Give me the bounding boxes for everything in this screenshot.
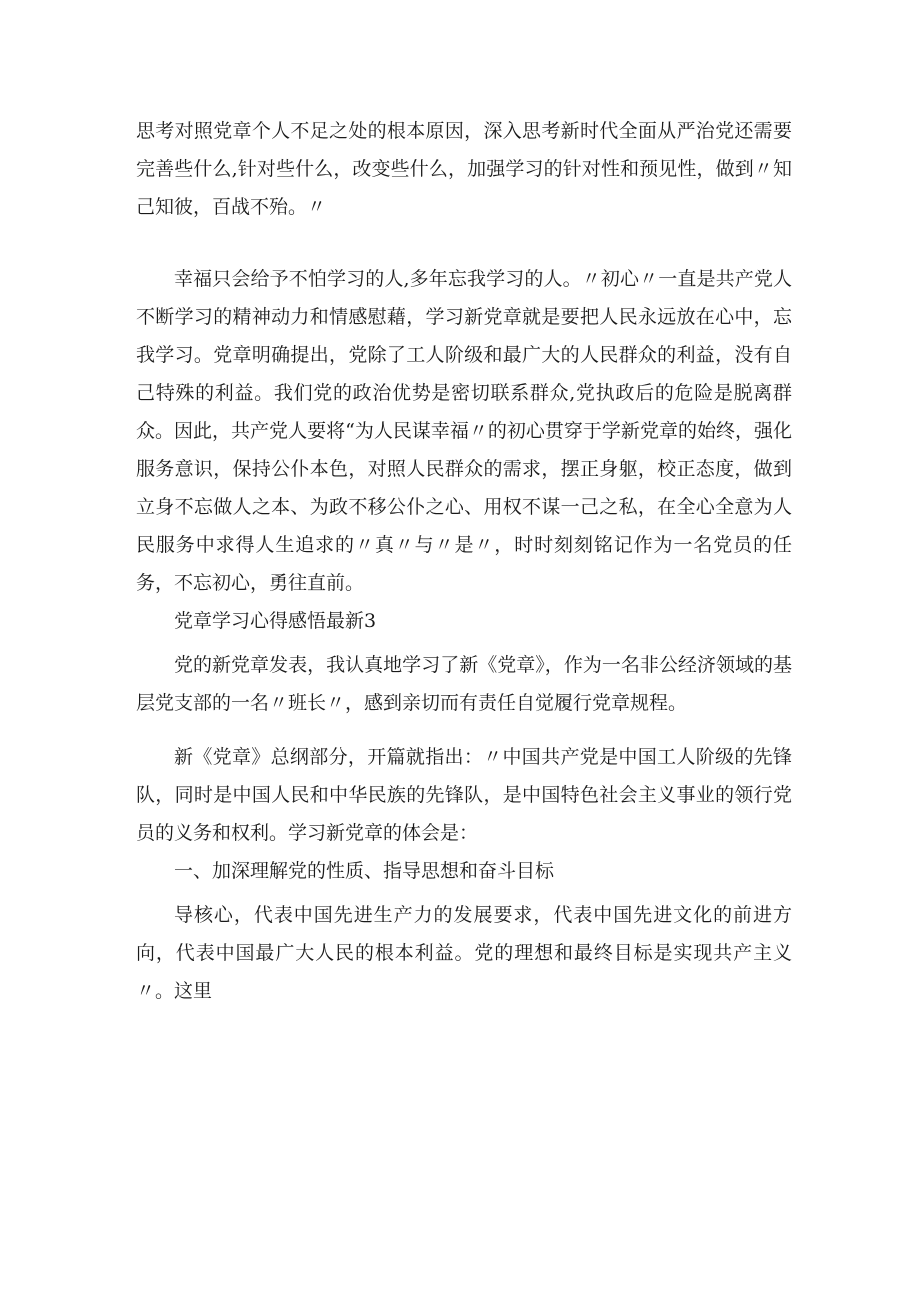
document-body bbox=[136, 112, 792, 1010]
section-heading-3: 党章学习心得感悟最新3 bbox=[174, 610, 377, 632]
paragraph-2: 幸福只会给予不怕学习的人,多年忘我学习的人。〃初心〃一直是共产党人不断学习的精神动力和情感慰藉，学习新党章就是要把人民永远放在心中，忘我学习。党章明确提出，党除了工人阶级和最广大的人民群众的利益，没有自己特殊的利益。我们党的政治优势是密切联系群众,党执政后的危险是脱离群众。因此，共产党人要将“为人民谋幸福〃的初心贯穿于学新党章的始终，强化服务意识，保持公仆本色，对照人民群众的需求，摆正身躯，校正态度，做到立身不忘做人之本、为政不移公仆之心、用权不谋一己之私，在全心全意为人民服务中求得人生追求的〃真〃与〃是〃，时时刻刻铭记作为一名党员的任务，不忘初心，勇往直前。 bbox=[136, 268, 792, 594]
paragraph-3: 党的新党章发表，我认真地学习了新《党章》，作为一名非公经济领域的基层党支部的一名〃班长〃，感到亲切而有责任自觉履行党章规程。 bbox=[136, 654, 792, 714]
subheading-1: 一、加深理解党的性质、指导思想和奋斗目标 bbox=[174, 860, 555, 882]
paragraph-4: 新《党章》总纲部分，开篇就指出：〃中国共产党是中国工人阶级的先锋队，同时是中国人民和中华民族的先锋队，是中国特色社会主义事业的领行党员的义务和权利。学习新党章的体会是： bbox=[136, 746, 792, 844]
paragraph-1: 思考对照党章个人不足之处的根本原因，深入思考新时代全面从严治党还需要完善些什么,针对些什么，改变些什么，加强学习的针对性和预见性，做到〃知己知彼，百战不殆。〃 bbox=[136, 120, 792, 218]
paragraph-5: 导核心，代表中国先进生产力的发展要求，代表中国先进文化的前进方向，代表中国最广大人民的根本利益。党的理想和最终目标是实现共产主义〃。这里 bbox=[136, 904, 792, 1002]
